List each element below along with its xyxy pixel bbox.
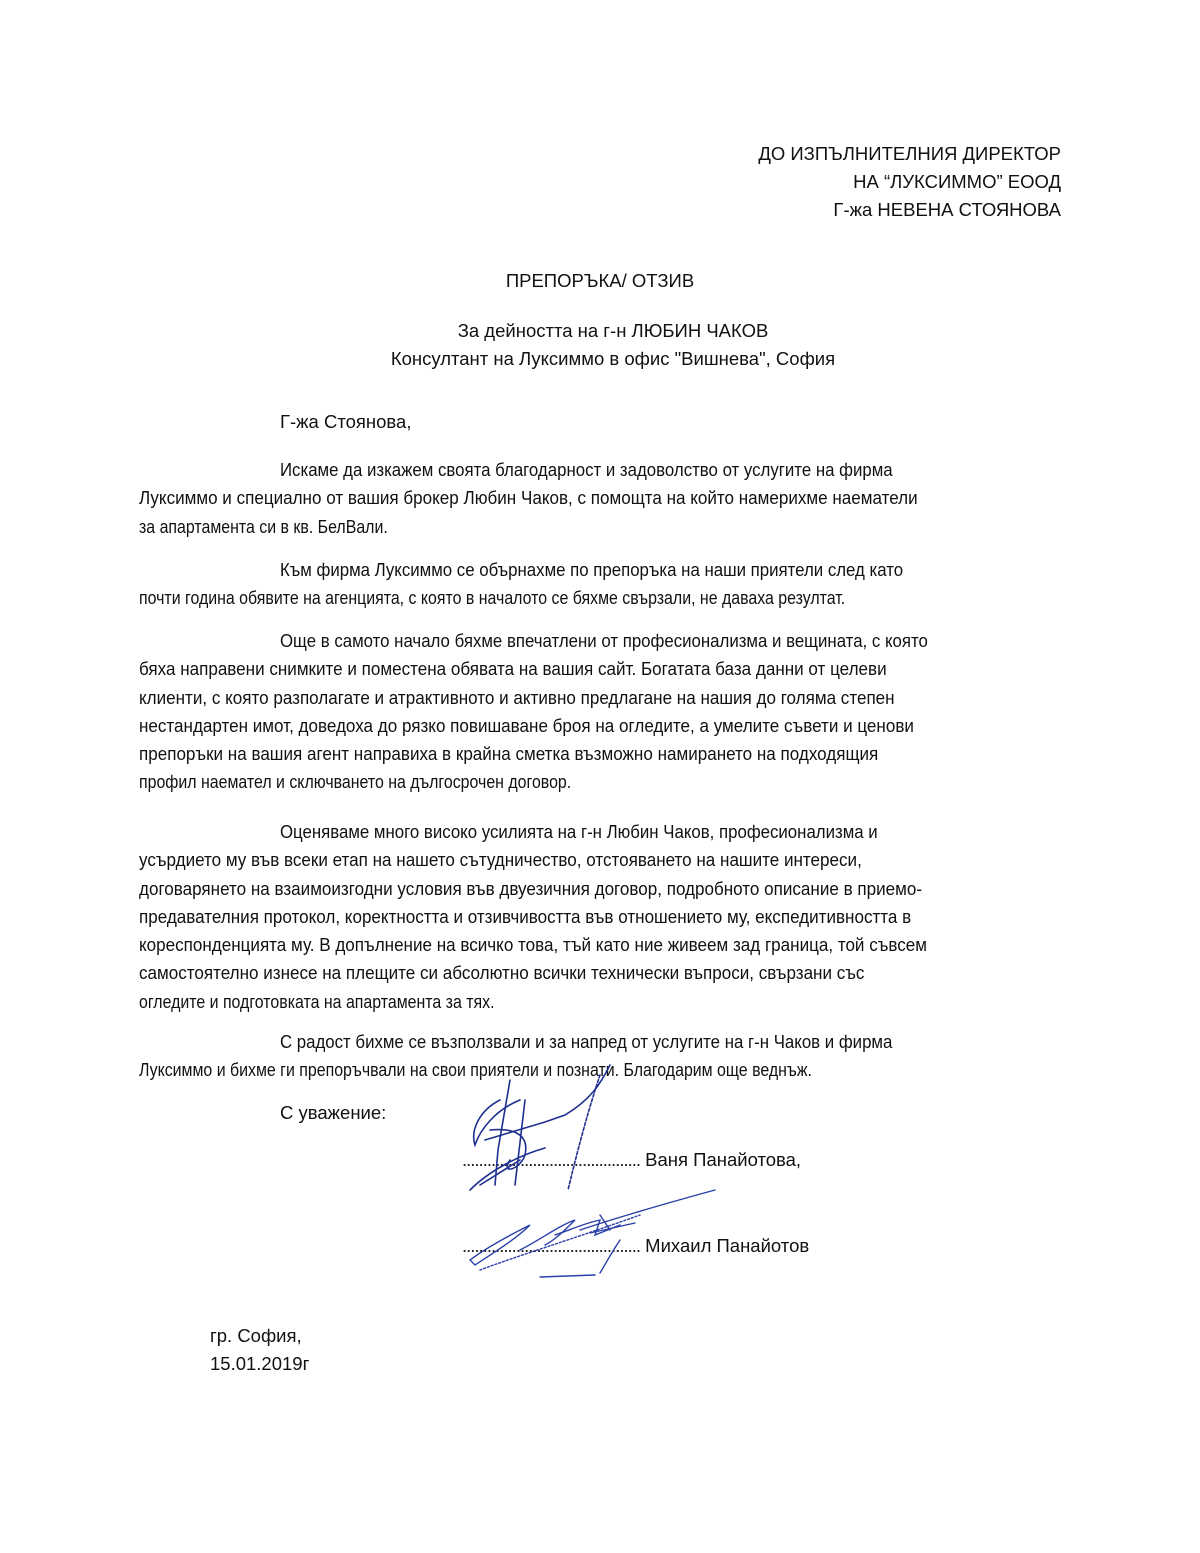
paragraph-line: С радост бихме се възползвали и за напред от услугите на г-н Чаков и фирма (279, 1031, 893, 1052)
paragraph-line: предавателния протокол, коректността и отзивчивостта във отношението му, експедитивността в (139, 905, 912, 927)
document-subtitle (0, 317, 1200, 373)
paragraph-line: самостоятелно изнесе на плещите си абсолютно всички технически въпроси, свързани със (139, 962, 865, 984)
place: гр. София, (210, 1325, 302, 1346)
signature-dots: ........................................... (462, 1235, 641, 1256)
paragraph-line: клиенти, с която разполагате и атрактивното и активно предлагане на нашия до голяма степен (139, 686, 895, 708)
paragraph-line: Към фирма Луксиммо се обърнахме по препоръка на наши приятели след като (279, 559, 904, 580)
paragraph-line: бяха направени снимките и поместена обявата на вашия сайт. Богатата база данни от целеви (139, 658, 887, 680)
closing-text: С уважение: (280, 1102, 387, 1123)
greeting: Г-жа Стоянова, (280, 411, 412, 432)
paragraph-line: Още в самото начало бяхме впечатлени от професионализма и вещината, с която (279, 630, 928, 651)
paragraph-line: огледите и подготовката на апартамента за тях. (139, 990, 495, 1012)
signatory-name: Ваня Панайотова, (645, 1149, 802, 1170)
date: 15.01.2019г (210, 1353, 310, 1374)
paragraph-line: Луксиммо и специално от вашия брокер Любин Чаков, с помощта на който намерихме наематели (139, 487, 918, 509)
addressee-line: НА “ЛУКСИММО” ЕООД (853, 171, 1061, 192)
paragraph-line: препоръки на вашия агент направиха в крайна сметка възможно намирането на подходящия (139, 743, 879, 765)
paragraph (139, 456, 1139, 541)
paragraph (139, 627, 1139, 797)
signature-line (462, 1235, 809, 1257)
paragraph-line: за апартамента си в кв. БелВали. (139, 515, 388, 537)
signature-line (462, 1149, 801, 1171)
paragraph-line: договарянето на взаимоизгодни условия във двуезичния договор, подробното описание в приемо- (139, 877, 923, 899)
addressee-line: Г-жа НЕВЕНА СТОЯНОВА (833, 199, 1061, 220)
addressee-block (758, 140, 1061, 224)
subtitle-line: Консултант на Луксиммо в офис "Вишнева", София (390, 348, 836, 369)
paragraph-line: почти година обявите на агенцията, с която в началото се бяхме свързали, не даваха резултат. (139, 587, 846, 609)
signatory-name: Михаил Панайотов (645, 1235, 810, 1256)
document-title: ПРЕПОРЪКА/ ОТЗИВ (505, 270, 695, 291)
paragraph (139, 818, 1139, 1016)
paragraph-line: Луксиммо и бихме ги препоръчвали на свои приятели и познати. Благодарим още веднъж. (139, 1059, 812, 1081)
paragraph-line: усърдието му във всеки етап на нашето сътудничество, отстояването на нашите интереси, (139, 849, 862, 871)
paragraph-line: нестандартен имот, доведоха до рязко повишаване броя на огледите, а умелите съвети и ценови (139, 714, 914, 736)
paragraph-line: Оценяваме много високо усилията на г-н Любин Чаков, професионализма и (279, 821, 878, 842)
paragraph-line: Искаме да изкажем своята благодарност и задоволство от услугите на фирма (279, 459, 893, 480)
addressee-line: ДО ИЗПЪЛНИТЕЛНИЯ ДИРЕКТОР (758, 143, 1061, 164)
paragraph (139, 556, 1139, 613)
subtitle-line: За дейността на г-н ЛЮБИН ЧАКОВ (457, 320, 769, 341)
signature-dots: ........................................... (462, 1149, 641, 1170)
place-date-block (210, 1322, 309, 1378)
paragraph-line: кореспонденцията му. В допълнение на всичко това, тъй като ние живеем зад граница, той съвсем (139, 934, 928, 956)
paragraph (139, 1028, 1139, 1085)
paragraph-line: профил наемател и сключването на дългосрочен договор. (139, 771, 572, 793)
